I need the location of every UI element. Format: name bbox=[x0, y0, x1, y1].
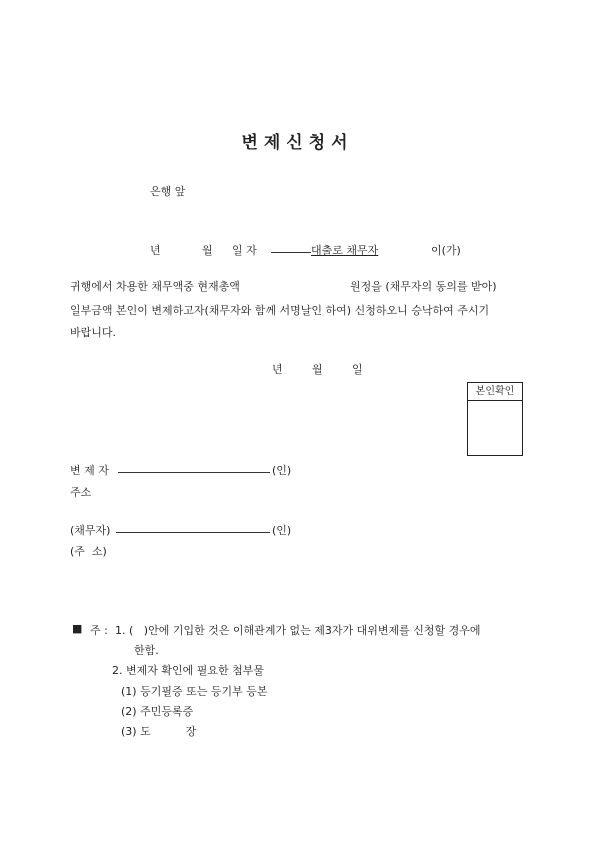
loan-day-label: 일 자 bbox=[232, 244, 257, 257]
note-item-1: (1) 등기필증 또는 등기부 등본 bbox=[121, 685, 268, 698]
debtor-name-field[interactable] bbox=[116, 522, 270, 533]
date-month-label: 월 bbox=[312, 363, 323, 376]
body-line3: 바랍니다. bbox=[70, 326, 117, 339]
debtor-address-label: (주 소) bbox=[70, 545, 107, 558]
addressee: 은행 앞 bbox=[150, 185, 186, 198]
body-line2: 일부금액 본인이 변제하고자(채무자와 함께 서명날인 하여) 신청하오니 승낙하여 주시기 bbox=[70, 304, 490, 317]
identity-confirm-label: 본인확인 bbox=[468, 383, 522, 401]
body-line1-b: 원정을 (채무자의 동의를 받아) bbox=[350, 280, 497, 293]
note-item-3: (3) 도 장 bbox=[121, 725, 197, 738]
note1-line-b: 한함. bbox=[134, 644, 159, 657]
date-day-label: 일 bbox=[352, 363, 363, 376]
repayer-address-label: 주소 bbox=[70, 486, 92, 499]
repayer-seal: (인) bbox=[272, 464, 292, 477]
loan-year-label: 년 bbox=[150, 244, 161, 257]
note2: 2. 변제자 확인에 필요한 첨부물 bbox=[112, 664, 264, 677]
note-head: 주 : bbox=[90, 624, 108, 637]
debtor-label: (채무자) bbox=[70, 524, 111, 537]
note-bullet: ■ bbox=[72, 622, 83, 635]
document-title: 변제신청서 bbox=[241, 133, 354, 153]
identity-confirm-box bbox=[467, 382, 523, 456]
note1-line-a: 1. ( )안에 기입한 것은 이해관계가 없는 제3자가 대위변제를 신청할 경우에 bbox=[115, 624, 481, 637]
loan-subject-label: 이(가) bbox=[431, 244, 461, 257]
loan-date-blank[interactable] bbox=[271, 242, 311, 253]
note-item-2: (2) 주민등록증 bbox=[121, 705, 194, 718]
loan-type-label: 대출로 채무자 bbox=[311, 244, 379, 257]
body-line1-a: 귀행에서 차용한 채무액중 현재총액 bbox=[70, 280, 240, 293]
repayer-label: 변 제 자 bbox=[70, 464, 109, 477]
repayer-name-field[interactable] bbox=[118, 462, 270, 473]
date-year-label: 년 bbox=[272, 363, 283, 376]
debtor-seal: (인) bbox=[272, 524, 292, 537]
loan-month-label: 월 bbox=[202, 244, 213, 257]
